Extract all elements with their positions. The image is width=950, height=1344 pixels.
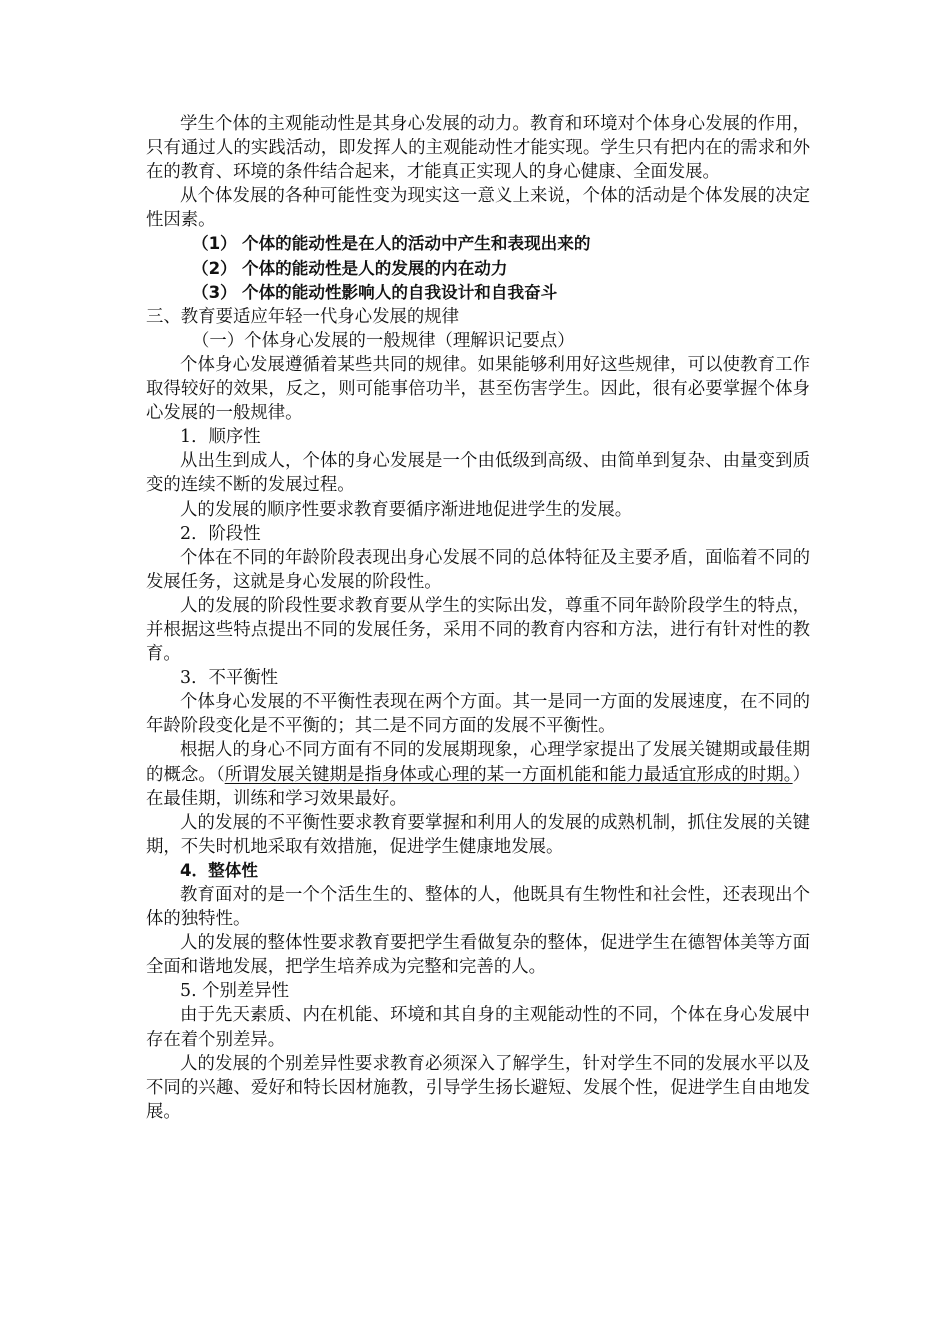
underlined-definition: 所谓发展关键期是指身体或心理的某一方面机能和能力最适宜形成的时期。	[224, 764, 793, 785]
point-heading: 5. 个别差异性	[180, 981, 290, 1002]
list-item	[146, 232, 810, 256]
paragraph: 从出生到成人，个体的身心发展是一个由低级到高级、由简单到复杂、由量变到质变的连续不断的发展过程。	[146, 451, 810, 496]
point-heading: 3．不平衡性	[180, 668, 279, 689]
paragraph: 个体在不同的年龄阶段表现出身心发展不同的总体特征及主要矛盾，面临着不同的发展任务，这就是身心发展的阶段性。	[146, 547, 810, 592]
paragraph: 教育面对的是一个个活生生的、整体的人，他既具有生物性和社会性，还表现出个体的独特性。	[146, 885, 810, 930]
paragraph: 个体身心发展遵循着某些共同的规律。如果能够利用好这些规律，可以使教育工作取得较好的效果，反之，则可能事倍功半，甚至伤害学生。因此，很有必要掌握个体身心发展的一般规律。	[146, 354, 810, 424]
paragraph: 人的发展的整体性要求教育要把学生看做复杂的整体，促进学生在德智体美等方面全面和谐地发展，把学生培养成为完整和完善的人。	[146, 933, 810, 978]
paragraph: 由于先天素质、内在机能、环境和其自身的主观能动性的不同，个体在身心发展中存在着个别差异。	[146, 1005, 810, 1050]
list-item	[146, 257, 810, 281]
list-item-text: 个体的能动性是在人的活动中产生和表现出来的	[242, 234, 591, 254]
paragraph: 人的发展的顺序性要求教育要循序渐进地促进学生的发展。	[180, 499, 633, 520]
document-body	[146, 112, 810, 1124]
point-heading: 4．整体性	[180, 860, 258, 880]
list-item-text: 个体的能动性是人的发展的内在动力	[242, 258, 508, 278]
paragraph: 人的发展的阶段性要求教育要从学生的实际出发，尊重不同年龄阶段学生的特点，并根据这些特点提出不同的发展任务，采用不同的教育内容和方法，进行有针对性的教育。	[146, 595, 810, 665]
list-item-number: （3）	[192, 282, 237, 302]
section-heading: 三、教育要适应年轻一代身心发展的规律	[146, 306, 460, 327]
paragraph: 人的发展的个别差异性要求教育必须深入了解学生，针对学生不同的发展水平以及不同的兴趣、爱好和特长因材施教，引导学生扬长避短、发展个性，促进学生自由地发展。	[146, 1053, 810, 1122]
paragraph: 人的发展的不平衡性要求教育要掌握和利用人的发展的成熟机制，抓住发展的关键期，不失时机地采取有效措施，促进学生健康地发展。	[146, 812, 810, 857]
paragraph-text: ）在最佳期，训练和学习效果最好。	[146, 764, 810, 809]
subsection-heading: （一）个体身心发展的一般规律（理解识记要点）	[192, 330, 575, 351]
paragraph: 学生个体的主观能动性是其身心发展的动力。教育和环境对个体身心发展的作用，只有通过人的实践活动，即发挥人的主观能动性才能实现。学生只有把内在的需求和外在的教育、环境的条件结合起来，才能真正实现人的身心健康、全面发展。	[146, 114, 810, 183]
paragraph: 个体身心发展的不平衡性表现在两个方面。其一是同一方面的发展速度，在不同的年龄阶段变化是不平衡的；其二是不同方面的发展不平衡性。	[146, 692, 810, 737]
point-heading: 2．阶段性	[180, 523, 261, 544]
list-item-number: （1）	[192, 234, 237, 254]
list-item	[146, 281, 810, 305]
paragraph-text: 根据人的身心不同方面有不同的发展期现象，心理学家提出了发展关键期或最佳期的概念。（	[146, 740, 810, 785]
paragraph: 从个体发展的各种可能性变为现实这一意义上来说，个体的活动是个体发展的决定性因素。	[146, 186, 810, 231]
paragraph	[146, 738, 810, 810]
list-item-number: （2）	[192, 258, 237, 278]
point-heading: 1．顺序性	[180, 427, 261, 448]
list-item-text: 个体的能动性影响人的自我设计和自我奋斗	[242, 282, 558, 302]
